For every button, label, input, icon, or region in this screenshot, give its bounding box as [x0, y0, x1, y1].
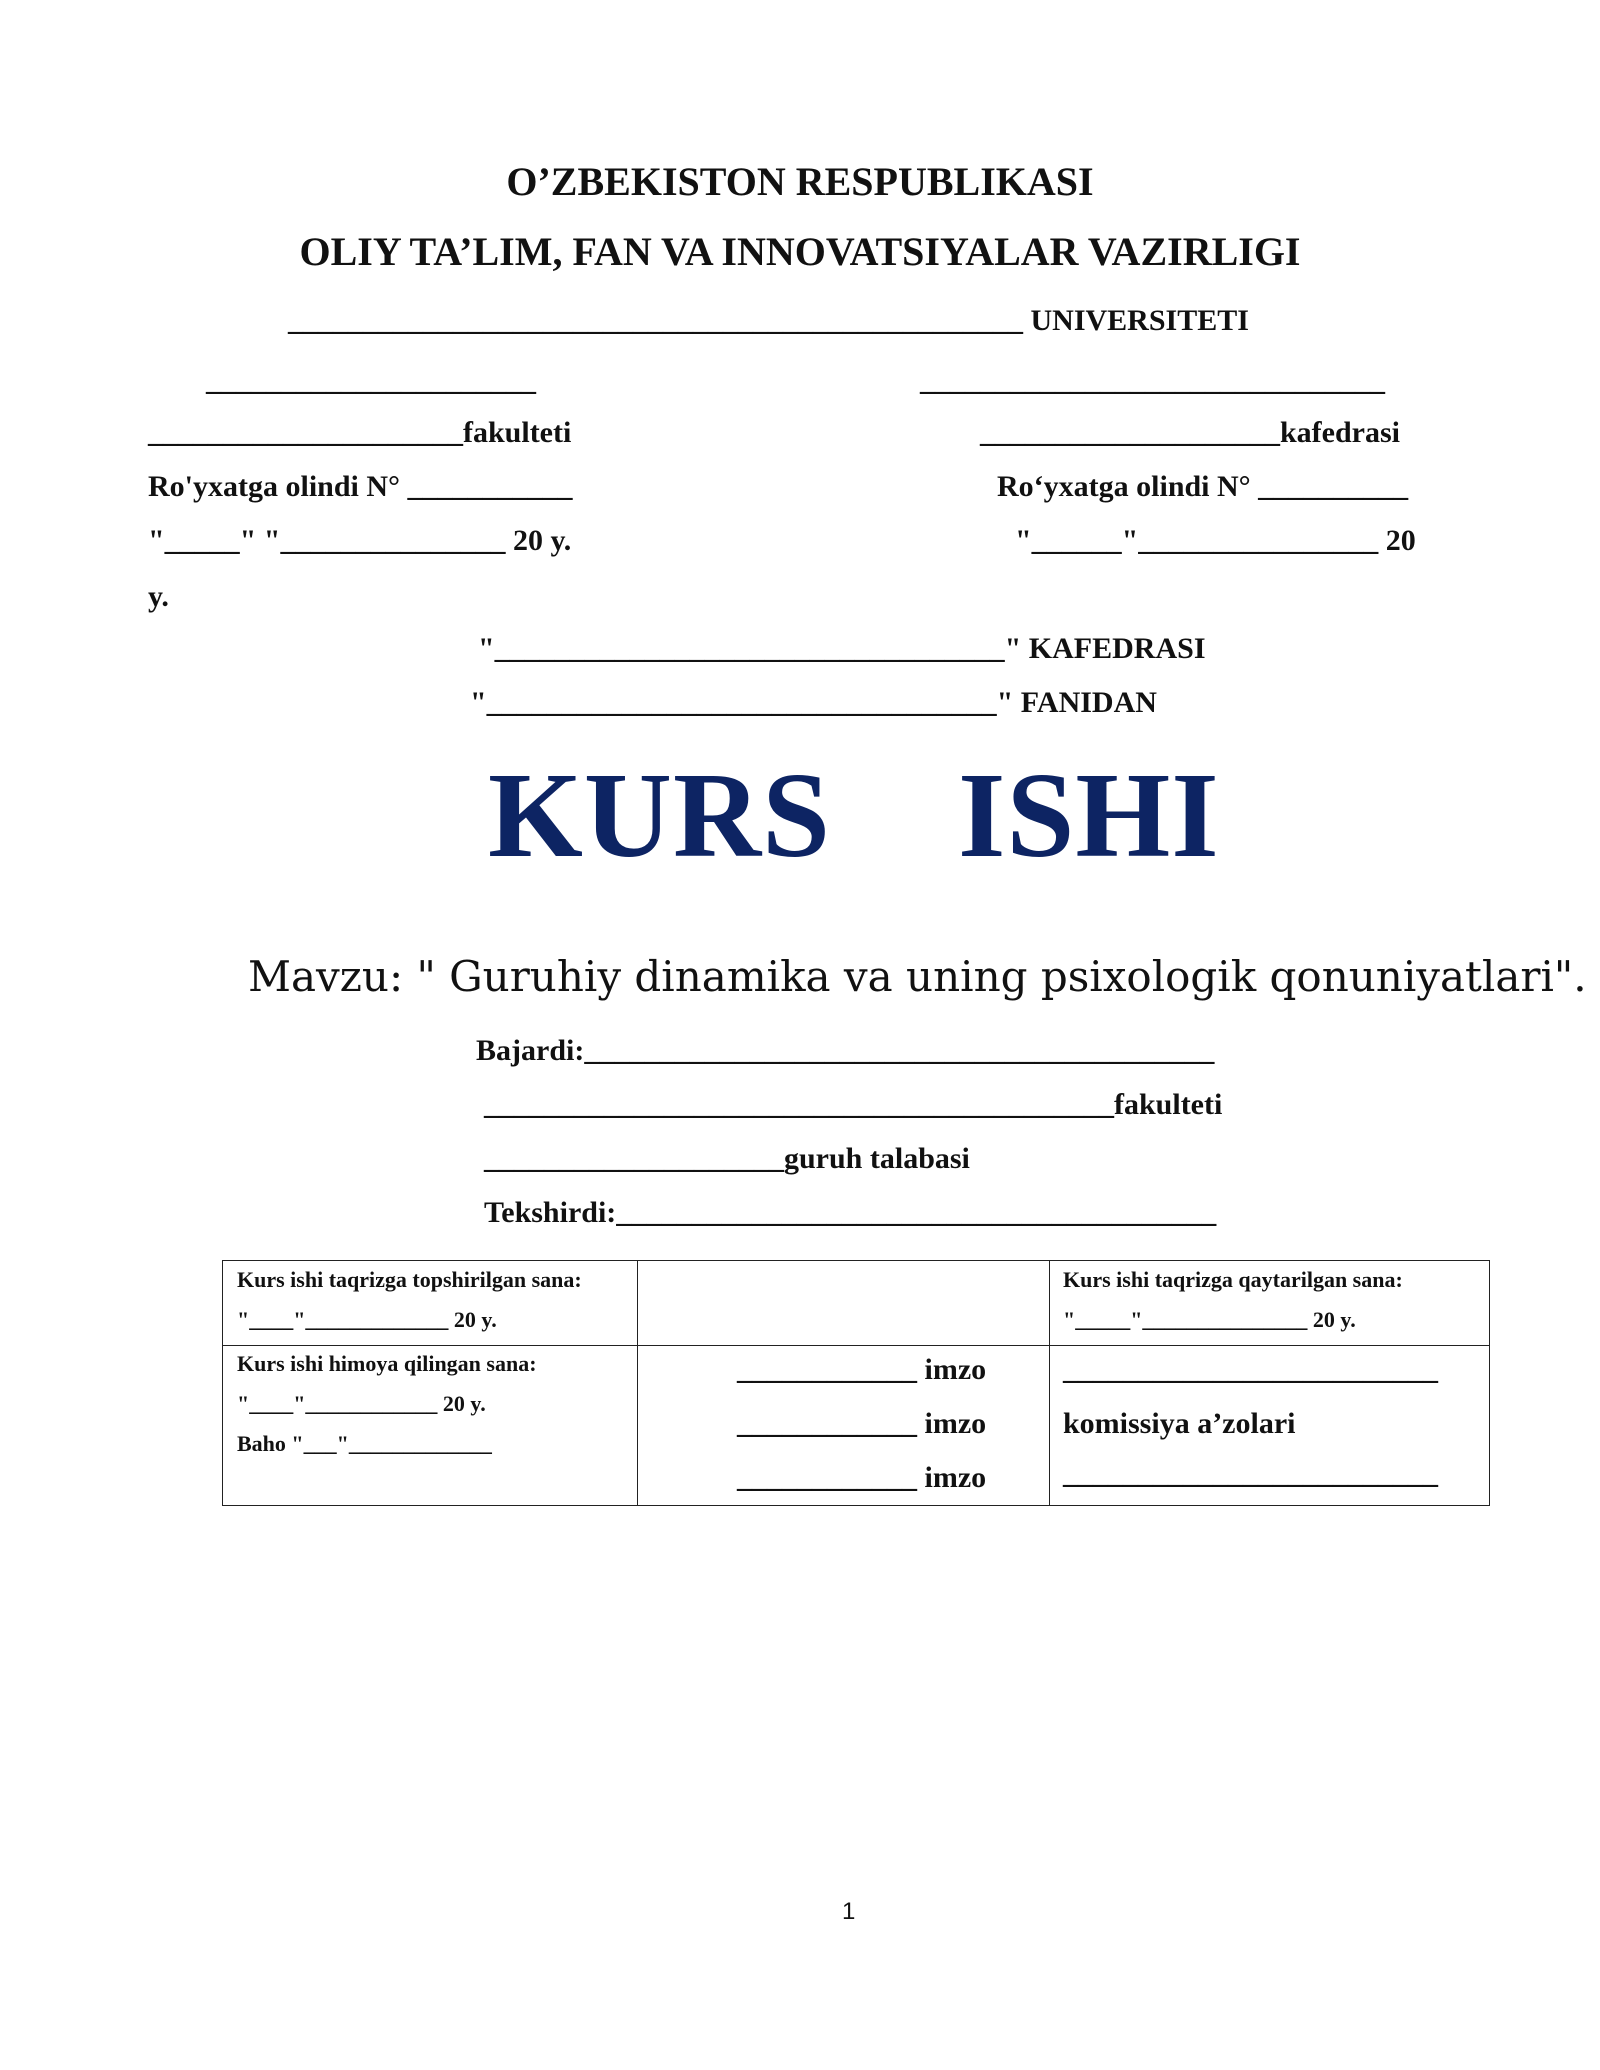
- defended-date-label: Kurs ishi himoya qilingan sana:: [237, 1351, 537, 1376]
- date-field-right[interactable]: "______"________________ 20: [1015, 524, 1416, 557]
- submitted-date-label: Kurs ishi taqrizga topshirilgan sana:: [237, 1267, 582, 1292]
- table-divider: [223, 1345, 1489, 1346]
- checked-by-field[interactable]: Tekshirdi:________________________________________: [484, 1196, 1217, 1229]
- commission-label: komissiya a’zolari: [1063, 1407, 1296, 1440]
- returned-date-field[interactable]: "_____"_______________ 20 y.: [1063, 1307, 1356, 1332]
- signature-field[interactable]: ____________ imzo: [737, 1461, 987, 1494]
- ministry-title: OLIY TA’LIM, FAN VA INNOVATSIYALAR VAZIRLIGI: [299, 229, 1301, 274]
- topic-line: Mavzu: " Guruhiy dinamika va uning psixologik qonuniyatlari".: [248, 952, 1587, 1001]
- faculty-field[interactable]: _____________________fakulteti: [148, 416, 572, 449]
- ministry-country-title: O’ZBEKISTON RESPUBLIKASI: [506, 159, 1094, 204]
- university-field[interactable]: _________________________________________________ UNIVERSITETI: [288, 304, 1249, 337]
- signature-field[interactable]: ____________ imzo: [737, 1353, 987, 1386]
- student-faculty-field[interactable]: __________________________________________fakulteti: [484, 1088, 1223, 1121]
- signature-field[interactable]: ____________ imzo: [737, 1407, 987, 1440]
- commission-line-top[interactable]: _________________________: [1063, 1353, 1438, 1386]
- defended-date-field[interactable]: "____"____________ 20 y.: [237, 1391, 486, 1416]
- registration-number-left[interactable]: Ro'yxatga olindi N° ___________: [148, 470, 573, 503]
- kafedra-field[interactable]: "__________________________________" KAFEDRASI: [478, 632, 1206, 665]
- main-title-word1: KURS: [488, 748, 831, 883]
- left-blank-field[interactable]: ______________________: [206, 364, 536, 397]
- page-number: 1: [842, 1898, 856, 1925]
- right-blank-field[interactable]: _______________________________: [920, 364, 1385, 397]
- date-field-right-wrap: y.: [148, 580, 169, 613]
- grade-field[interactable]: Baho "___"_____________: [237, 1431, 492, 1456]
- returned-date-label: Kurs ishi taqrizga qaytarilgan sana:: [1063, 1267, 1403, 1292]
- group-field[interactable]: ____________________guruh talabasi: [484, 1142, 970, 1175]
- submitted-date-field[interactable]: "____"_____________ 20 y.: [237, 1307, 497, 1332]
- table-divider: [637, 1261, 638, 1505]
- performed-by-field[interactable]: Bajardi:__________________________________________: [476, 1034, 1215, 1067]
- main-title-word2: ISHI: [958, 748, 1220, 883]
- fanidan-field[interactable]: "__________________________________" FANIDAN: [470, 686, 1157, 719]
- department-field[interactable]: ____________________kafedrasi: [980, 416, 1400, 449]
- review-table: [222, 1260, 1490, 1506]
- commission-line-bottom[interactable]: _________________________: [1063, 1457, 1438, 1490]
- date-field-left[interactable]: "_____" "_______________ 20 y.: [148, 524, 572, 557]
- table-divider: [1049, 1261, 1050, 1505]
- registration-number-right[interactable]: Ro‘yxatga olindi N° __________: [997, 470, 1409, 503]
